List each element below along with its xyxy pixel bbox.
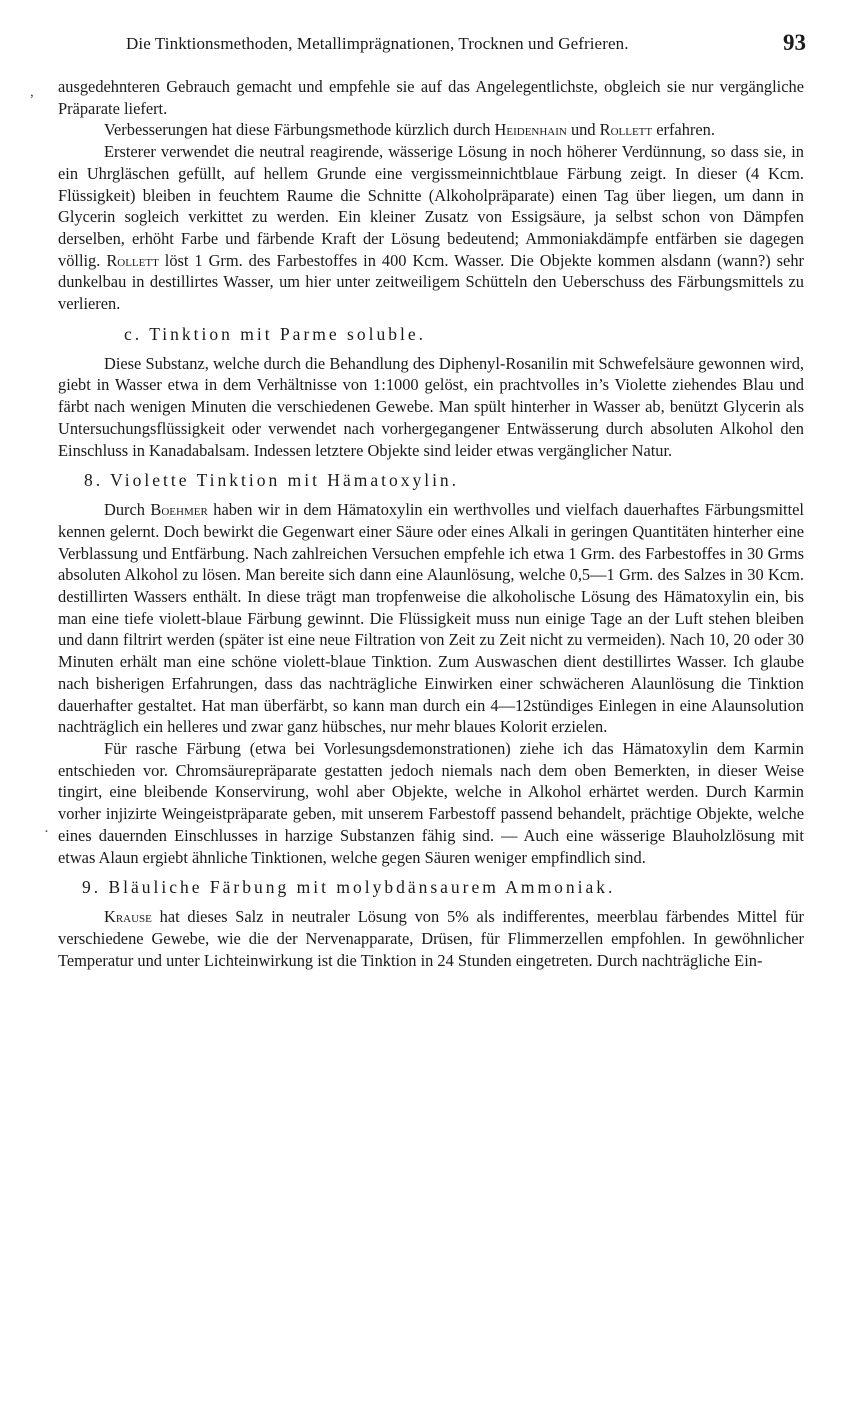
paragraph-haematoxylin [58,499,804,738]
section-heading-parme-soluble: c. Tinktion mit Parme soluble. [124,323,426,344]
section-heading-molybdate: 9. Bläuliche Färbung mit molybdänsaurem Ammoniak. [82,877,616,898]
paragraph-text: hat dieses Salz in neutraler Lösung von 5% als indifferentes, meerblau färbendes Mittel für verschiedene Gewebe, wie die der Nervenapparate, Drüsen, für Flimmerzellen empfohlen. In gewöhnlicher Temperatur und unter Lichteinwirkung ist die Tinktion in 24 Stunden eingetreten. Durch nachträgliche Ein- [58,907,804,970]
paragraph-text: Verbesserungen hat diese Färbungsmethode kürzlich durch [104,120,495,140]
paragraph-text: Für rasche Färbung (etwa bei Vorlesungsdemonstrationen) ziehe ich das Hämatoxylin dem Karmin entschieden vor. Chromsäurepräparate gestatten jedoch niemals nach dem oben Bemerkten, in dieser Weise tingirt, eine bleibende Konservirung, wohl aber Objekte, welche in Alkohol erhärtet werden. Durch Karmin vorher injizirte Weingeistpräparate geben, mit unserem Farbestoff passend behandelt, prächtige Objekte, welche eines dauernden Einschlusses in harzige Substanzen fähig sind. — Auch eine wässerige Blauholzlösung mit etwas Alaun ergiebt ähnliche Tinktionen, welche gegen Säuren weniger empfindlich sind. [58,738,804,867]
paragraph-improvements [58,119,804,141]
author-name: Krause [104,907,152,927]
page-header [118,30,808,60]
page-number: 93 [783,30,806,55]
paragraph-text: ausgedehnteren Gebrauch gemacht und empfehle sie auf das Angelegentlichste, obgleich sie nur vergängliche Präparate liefert. [58,77,804,118]
paragraph-molybdate [58,906,804,971]
margin-mark: , [30,84,34,100]
section-heading-haematoxylin: 8. Violette Tinktion mit Hämatoxylin. [84,470,460,491]
paragraph-rapid-staining [58,738,804,868]
author-name: Boehmer [150,500,208,520]
paragraph-text: Diese Substanz, welche durch die Behandlung des Diphenyl-Rosanilin mit Schwefelsäure gewonnen wird, giebt in Wasser etwa in dem Verhältnisse von 1:1000 gelöst, ein prachtvolles in’s Violette ziehendes Blau und färbt nach wenigen Minuten die verschiedenen Gewebe. Man spült hinterher in Wasser ab, benützt Glycerin als Untersuchungsflüssigkeit oder verwendet nach vorhergegangener Entwässerung durch absoluten Alkohol den Einschluss in Kanadabalsam. Indessen letztere Objekte sind leider etwas vergänglicher Natur. [58,353,804,460]
paragraph-text: haben wir in dem Hämatoxylin ein werthvolles und vielfach dauerhaftes Färbungsmittel kennen gelernt. Doch bewirkt die Gegenwart einer Säure oder eines Alkali in geringen Quantitäten hinterher eine Verblassung und Entfärbung. Nach zahlreichen Versuchen empfehle ich etwa 1 Grm. des Farbestoffes in 30 Grms absoluten Alkohol zu lösen. Man bereite sich dann eine Alaunlösung, welche 0,5—1 Grm. des Salzes in 30 Kcm. destillirten Wassers enthält. In diese trägt man tropfenweise die alkoholische Lösung des Hämatoxylin ein, bis man eine tiefe violett-blaue Färbung gewinnt. Die Flüssigkeit muss nun einige Tage an der Luft stehen bleiben und dann filtrirt werden (später ist eine neue Filtration von Zeit zu Zeit nicht zu vermeiden). Nach 10, 20 oder 30 Minuten erhält man eine schöne violett-blaue Tinktion. Zum Auswaschen dient destillirtes Wasser. Ich glaube nach bisherigen Erfahrungen, dass das nachträgliche Einwirken einer schwächeren Alaunlösung die Tinktion dauerhafter gestaltet. Hat man überfärbt, so kann man durch ein 4—12stündiges Einlegen in eine Alaunsolution nachträglich ein helleres und zwar ganz hübsches, nur mehr blaues Kolorit erzielen. [58,500,804,737]
paragraph-continuation [58,76,804,119]
paragraph-parme-soluble [58,353,804,462]
running-title: Die Tinktionsmethoden, Metallimprägnationen, Trocknen und Gefrieren. [126,34,629,53]
paragraph-text: Durch [104,500,151,520]
author-name: Heidenhain [494,120,567,140]
author-name: Rollett [599,120,653,140]
paragraph-text: erfahren. [652,120,715,140]
paragraph-text: Ersterer verwendet die neutral reagirende, wässerige Lösung in noch höherer Verdünnung, so dass sie, in ein Uhrgläschen gefüllt, auf hellem Grunde eine vergissmeinnichtblaue Färbung zeigt. In dieser (4 Kcm. Flüssigkeit) bleiben in feuchtem Raume die Schnitte (Alkoholpräparate) einen Tag über liegen, um dann in Glycerin sogleich verkittet zu werden. Ein kleiner Zusatz von Essigsäure, ja selbst schon von Dämpfen derselben, erhöht Farbe und färbende Kraft der Lösung bedeutend; Ammoniakdämpfe entfärben sie dagegen völlig. [58,142,804,270]
paragraph-text: löst 1 Grm. des Farbestoffes in 400 Kcm. Wasser. Die Objekte kommen alsdann (wann?) sehr dunkelbau in destillirtes Wasser, um hier unter zeitweiligem Schütteln den Ueberschuss des Färbungsmittels zu verlieren. [58,250,804,314]
margin-mark: · [44,824,49,840]
page-body [58,76,804,971]
paragraph-text: und [566,120,600,140]
paragraph-heidenhain-method [58,141,804,315]
author-name: Rollett [106,250,159,270]
